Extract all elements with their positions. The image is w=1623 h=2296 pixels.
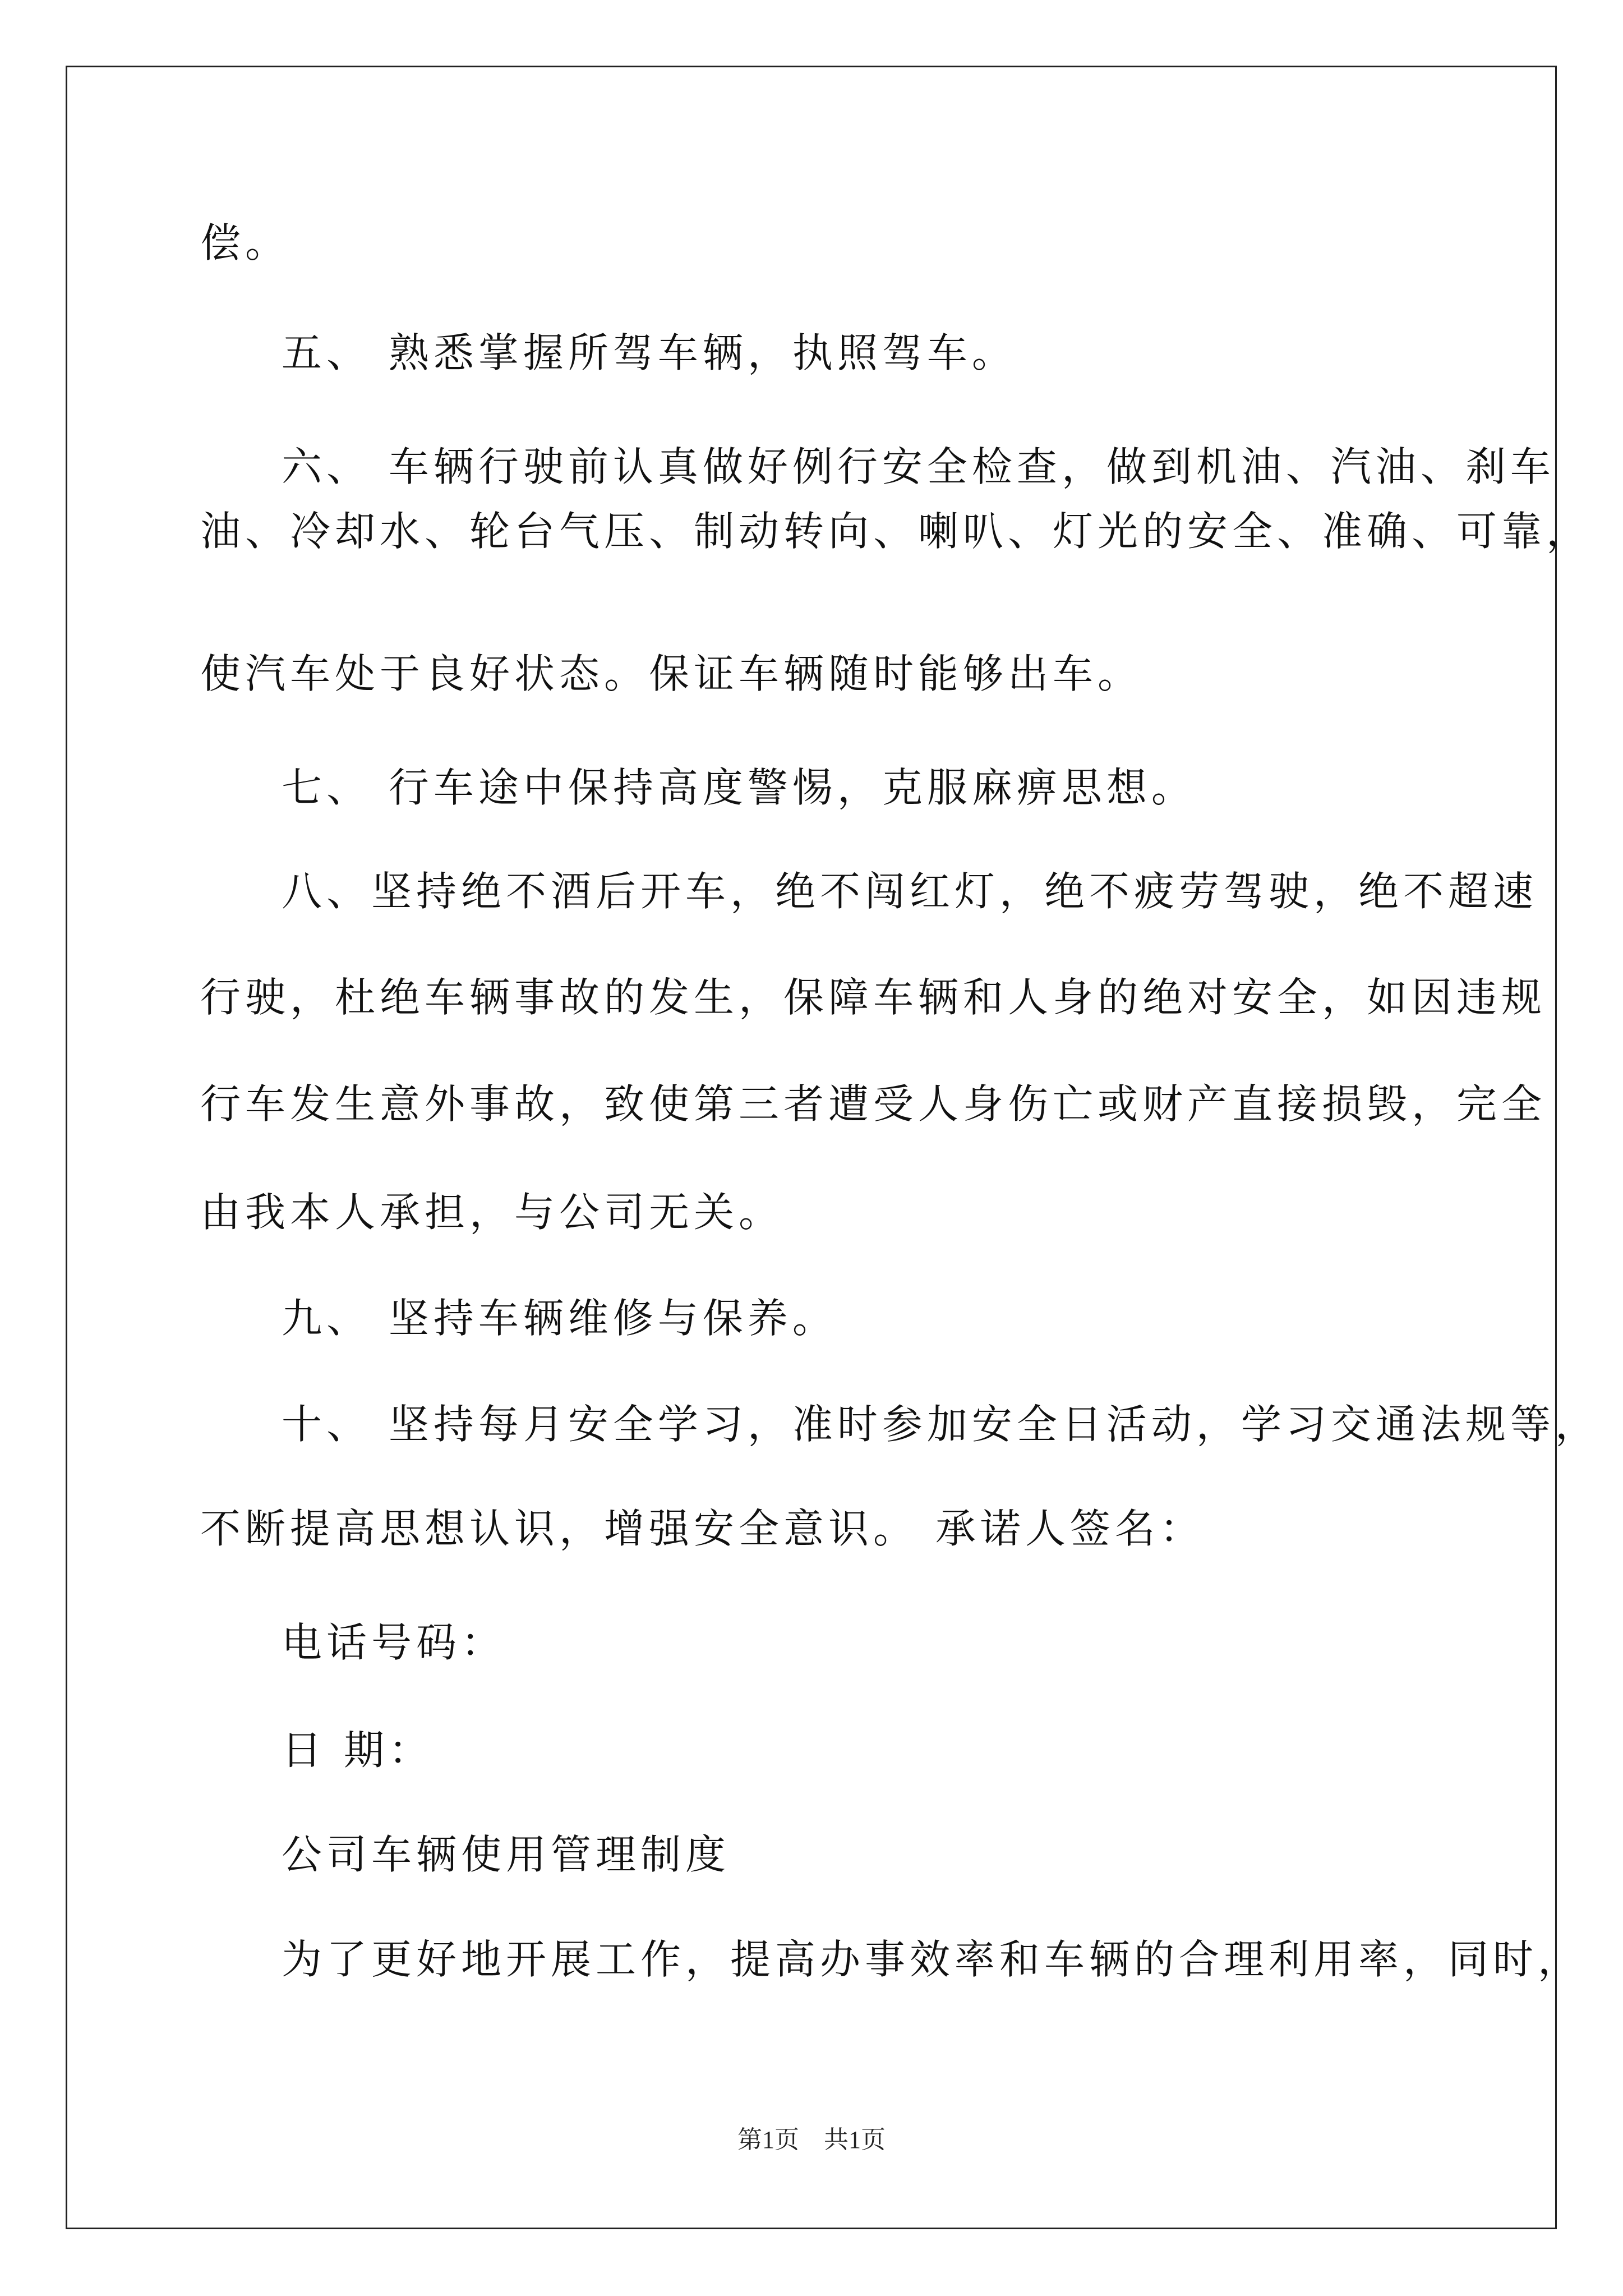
page-border (66, 66, 1557, 2229)
text-line: 十、 坚持每月安全学习，准时参加安全日活动，学习交通法规等， (282, 1401, 1600, 1448)
text-line: 行驶，杜绝车辆事故的发生，保障车辆和人身的绝对安全，如因违规 (200, 974, 1547, 1021)
text-line: 电话号码： (282, 1619, 506, 1666)
page-number-footer: 第1页 共1页 (737, 2126, 886, 2154)
text-line: 九、 坚持车辆维修与保养。 (282, 1295, 837, 1342)
text-line: 偿。 (200, 219, 291, 266)
text-line: 七、 行车途中保持高度警惕，克服麻痹思想。 (282, 764, 1196, 811)
text-line: 公司车辆使用管理制度 (282, 1831, 731, 1878)
text-line: 油、冷却水、轮台气压、制动转向、喇叭、灯光的安全、准确、可靠， (200, 508, 1592, 555)
text-line: 行车发生意外事故，致使第三者遭受人身伤亡或财产直接损毁，完全 (200, 1080, 1547, 1128)
text-line: 由我本人承担，与公司无关。 (200, 1189, 784, 1236)
text-line: 日 期： (282, 1727, 434, 1774)
text-line: 六、 车辆行驶前认真做好例行安全检查，做到机油、汽油、刹车 (282, 443, 1555, 490)
text-line: 八、坚持绝不酒后开车，绝不闯红灯，绝不疲劳驾驶，绝不超速 (282, 868, 1538, 915)
text-line: 五、 熟悉掌握所驾车辆，执照驾车。 (282, 329, 1017, 376)
text-line: 为了更好地开展工作，提高办事效率和车辆的合理利用率，同时， (282, 1936, 1583, 1983)
text-line: 使汽车处于良好状态。保证车辆随时能够出车。 (200, 650, 1143, 697)
text-line: 不断提高思想认识，增强安全意识。 承诺人签名： (200, 1505, 1205, 1552)
